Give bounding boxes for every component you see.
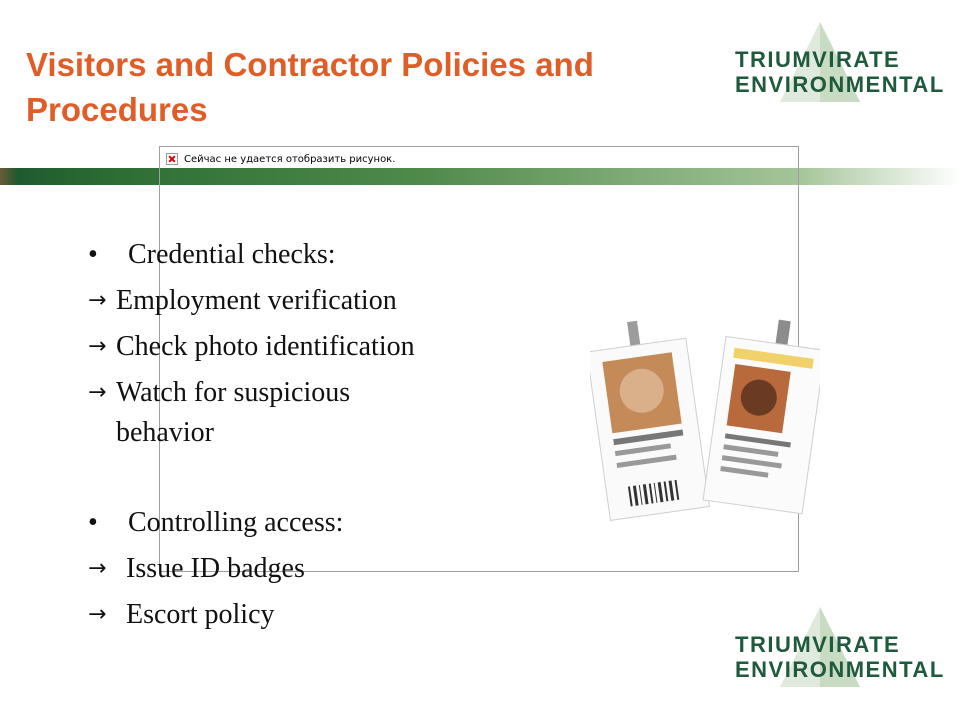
- list-item-text: Watch for suspicious: [116, 377, 351, 408]
- broken-image-text: Сейчас не удается отобразить рисунок.: [184, 153, 396, 165]
- triumvirate-logo-footer: [720, 607, 945, 702]
- heading-text: Controlling access:: [128, 507, 344, 538]
- list-item-text: Check photo identification: [116, 331, 415, 362]
- list-item-text: behavior: [116, 417, 214, 448]
- bullet-dot: •: [88, 239, 98, 270]
- broken-image-icon: [166, 153, 178, 165]
- bullet-dot: •: [88, 507, 98, 538]
- slide-title: Visitors and Contractor Policies and Procedures: [26, 46, 594, 128]
- logo-line1: TRIUMVIRATE: [735, 47, 901, 72]
- triumvirate-logo: [720, 22, 945, 117]
- broken-image-notice: [166, 153, 395, 165]
- logo-line2: ENVIRONMENTAL: [735, 657, 945, 682]
- heading-text: Credential checks:: [128, 239, 336, 270]
- logo-line1: TRIUMVIRATE: [735, 632, 901, 657]
- arrow-icon: →: [88, 556, 107, 581]
- arrow-icon: →: [88, 288, 107, 313]
- arrow-icon: →: [88, 602, 107, 627]
- arrow-icon: →: [88, 380, 107, 405]
- id-badges-image: [590, 318, 820, 528]
- list-item-text: Employment verification: [116, 285, 397, 316]
- logo-line2: ENVIRONMENTAL: [735, 72, 945, 97]
- list-item-text: Issue ID badges: [126, 553, 305, 584]
- arrow-icon: →: [88, 334, 107, 359]
- list-item-text: Escort policy: [126, 599, 275, 630]
